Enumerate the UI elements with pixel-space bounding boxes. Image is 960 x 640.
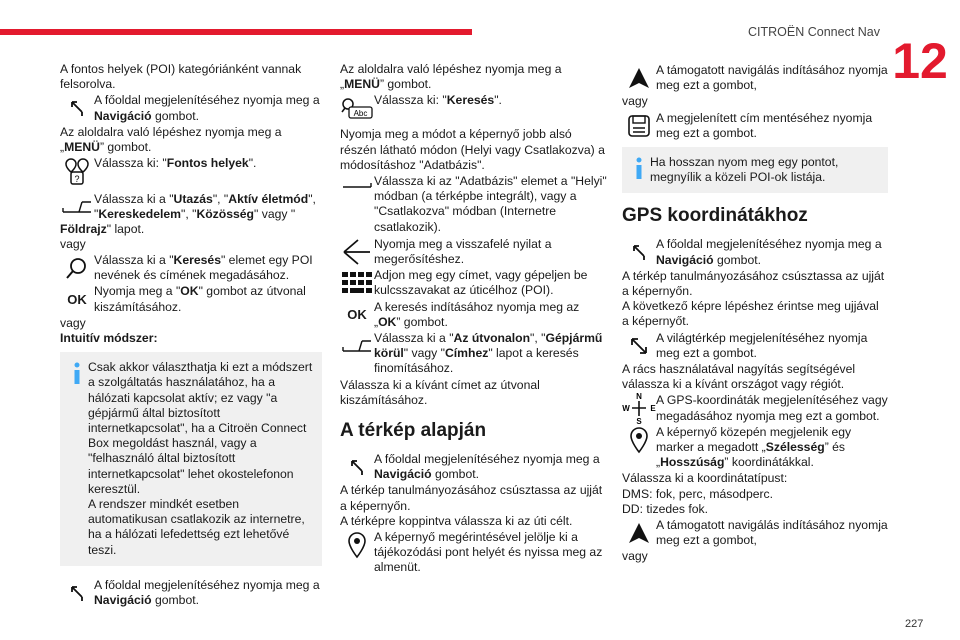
search-text-icon xyxy=(340,93,374,123)
ok-button-icon: OK xyxy=(347,307,367,323)
tab-icon xyxy=(340,174,374,204)
instruction-marker: A képernyő megérintésével jelölje ki a tájékozódási pont helyét és nyissa meg az almenüt. xyxy=(340,530,608,576)
instruction-marker: A képernyő közepén megjelenik egy marker a megadott „Szélesség” és „Hosszúság” koordinátákkal. xyxy=(622,425,888,471)
instruction-ok: OK Nyomja meg a "OK" gombot az útvonal kiszámításához. xyxy=(60,284,322,314)
paragraph: vagy xyxy=(60,236,86,251)
instruction-guided-navigation: A támogatott navigálás indításához nyomja meg ezt a gombot, xyxy=(622,63,888,93)
info-box: Ha hosszan nyom meg egy pontot, megnyílik a közeli POI-ok listája. xyxy=(622,147,888,193)
tab-icon xyxy=(340,331,374,361)
column-1: A fontos helyek (POI) kategóriánként vannak felsorolva. A főoldal megjelenítéséhez nyomja meg a Navigáció gombot. Az aloldalra való lépéshez nyomja meg a „MENÜ” gombot. ? Válassza ki: "Fontos helyek". Válassza ki a "Utazás", "Aktív életmód", "Kereskedelem", "Közösség" vagy " Földrajz" lapot. vagy Válassza ki a "Keresés" elemet egy POI nevének és címének megadásához. OK Nyomja meg a "OK" gombot az útvonal kiszámításához. vagy Intuitív módszer: Csak akkor választhatja ki ezt a módszert a szolgáltatás használatához, ha a hálózati kapcsolat aktív; ez vagy "a gépjármű által biztosított internetkapcsolat", ha a Citroën Connect Box megoldást használ, vagy a "felhasználó által biztosított internetkapcsolat" lehet okostelefonon keresztül. A rendszer mindkét esetben automatikusan csatlakozik az internetre, ha a hálózati lefedettség ezt lehetővé teszi. A főoldal megjelenítéséhez nyomja meg a Navigáció gombot. xyxy=(60,62,322,609)
instruction-navigation: A főoldal megjelenítéséhez nyomja meg a Navigáció gombot. xyxy=(60,93,322,123)
instruction-search: Válassza ki a "Keresés" elemet egy POI nevének és címének megadásához. xyxy=(60,253,322,283)
info-box: Csak akkor választhatja ki ezt a módszert a szolgáltatás használatához, ha a hálózati kapcsolat aktív; ez vagy "a gépjármű által biztosított internetkapcsolat", ha a Citroën Connect Box megoldást használ, vagy a "felhasználó által biztosított internetkapcsolat" lehet okostelefonon keresztül. A rendszer mindkét esetben automatikusan csatlakozik az internetre, ha a hálózati lefedettség ezt lehetővé teszi. xyxy=(60,352,322,566)
svg-text:S: S xyxy=(636,417,642,426)
svg-text:N: N xyxy=(636,392,642,402)
section-heading: A térkép alapján xyxy=(340,420,487,442)
instruction-save: A megjelenített cím mentéséhez nyomja meg ezt a gombot. xyxy=(622,111,888,141)
keyboard-icon xyxy=(340,268,374,298)
svg-text:Abc: Abc xyxy=(353,109,368,119)
top-accent-bar xyxy=(0,29,472,35)
map-marker-icon xyxy=(340,530,374,560)
paragraph: Az aloldalra való lépéshez nyomja meg a „MENÜ” gombot. xyxy=(60,124,282,155)
instruction-poi: ? Válassza ki: "Fontos helyek". xyxy=(60,156,322,186)
zoom-out-arrows-icon xyxy=(622,331,656,361)
instruction-navigation: A főoldal megjelenítéséhez nyomja meg a Navigáció gombot. xyxy=(60,578,322,608)
map-marker-icon xyxy=(622,425,656,455)
instruction-ok: OK A keresés indításához nyomja meg az „OK” gombot. xyxy=(340,300,608,330)
chapter-number: 12 xyxy=(892,33,948,89)
navigation-arrow-icon xyxy=(60,93,94,123)
instruction-tabs: Válassza ki a "Utazás", "Aktív életmód", "Kereskedelem", "Közösség" vagy " xyxy=(60,192,322,222)
instruction-guided-navigation: A támogatott navigálás indításához nyomja meg ezt a gombot, xyxy=(622,518,888,548)
back-arrow-icon xyxy=(340,237,374,267)
svg-text:W: W xyxy=(622,404,630,414)
svg-text:E: E xyxy=(650,404,656,414)
subheading: Intuitív módszer: xyxy=(60,331,158,346)
compass-icon xyxy=(622,392,656,426)
section-heading: GPS koordinátákhoz xyxy=(622,205,808,227)
search-icon xyxy=(60,253,94,283)
navigation-triangle-icon xyxy=(622,518,656,548)
info-icon xyxy=(628,155,650,185)
instruction-keyboard: Adjon meg egy címet, vagy gépeljen be kulcsszavakat az úticélhoz (POI). xyxy=(340,268,608,298)
instruction-navigation: A főoldal megjelenítéséhez nyomja meg a Navigáció gombot. xyxy=(340,452,608,482)
navigation-arrow-icon xyxy=(60,578,94,608)
instruction-back: Nyomja meg a visszafelé nyilat a megerősítéshez. xyxy=(340,237,608,267)
navigation-arrow-icon xyxy=(622,237,656,267)
instruction-tabs: Válassza ki a "Az útvonalon", "Gépjármű körül" vagy "Címhez" lapot a keresés finomításához. xyxy=(340,331,608,377)
navigation-arrow-icon xyxy=(340,452,374,482)
paragraph: A fontos helyek (POI) kategóriánként vannak felsorolva. xyxy=(60,62,302,92)
poi-icon xyxy=(60,156,94,186)
svg-text:?: ? xyxy=(74,174,80,185)
instruction-search: Abc Válassza ki: "Keresés". xyxy=(340,93,608,123)
column-3: A támogatott navigálás indításához nyomja meg ezt a gombot, vagy A megjelenített cím mentéséhez nyomja meg ezt a gombot. Ha hosszan nyom meg egy pontot, megnyílik a közeli POI-ok listája. GPS koordinátákhoz A főoldal megjelenítéséhez nyomja meg a Navigáció gombot. A térkép tanulmányozásához csúsztassa az ujját a képernyőn. A következő képre lépéshez érintse meg ujjával a képernyőt. A világtérkép megjelenítéséhez nyomja meg ezt a gombot. A rács használatával nagyítás segítségével válassza ki a kívánt országot vagy régiót. N S W E A GPS-koordináták megjelenítéséhez vagy megadásához nyomja meg ezt a gombot. A képernyő közepén megjelenik egy marker a megadott „Szélesség” és „Hosszúság” koordinátákkal. Válassza ki a koordinátatípust: DMS: fok, perc, másodperc. DD: tizedes fok. A támogatott navigálás indításához nyomja meg ezt a gombot, vagy xyxy=(622,63,888,564)
ok-button-icon: OK xyxy=(67,291,87,307)
column-2: Az aloldalra való lépéshez nyomja meg a „MENÜ” gombot. Abc Válassza ki: "Keresés". Nyomja meg a módot a képernyő jobb alsó részén látható módon (Helyi vagy Csatlakozva) a módosításhoz "Adatbázis". Válassza ki az "Adatbázis" elemet a "Helyi" módban (a térképbe integrált), vagy a "Csatlakozva" módban (Internetre csatlakozik). Nyomja meg a visszafelé nyilat a megerősítéshez. Adjon meg egy címet, vagy gépeljen be kulcsszavakat az úticélhoz (POI). OK A keresés indításához nyomja meg az „OK” gombot. Válassza ki a "Az útvonalon", "Gépjármű körül" vagy "Címhez" lapot a keresés finomításához. Válassza ki a kívánt címet az útvonal kiszámításához. A térkép alapján A főoldal megjelenítéséhez nyomja meg a Navigáció gombot. A térkép tanulmányozásához csúsztassa az ujját a képernyőn. A térképre koppintva válassza ki az úti célt. A képernyő megérintésével jelölje ki a tájékozódási pont helyét és nyissa meg az almenüt. xyxy=(340,62,607,575)
instruction-navigation: A főoldal megjelenítéséhez nyomja meg a Navigáció gombot. xyxy=(622,237,888,267)
instruction-gps: N S W E A GPS-koordináták megjelenítéséhez vagy megadásához nyomja meg ezt a gombot. xyxy=(622,392,888,426)
instruction-world-map: A világtérkép megjelenítéséhez nyomja meg ezt a gombot. xyxy=(622,331,888,361)
page-header-title: CITROËN Connect Nav xyxy=(748,25,880,39)
tab-icon xyxy=(60,192,94,222)
navigation-triangle-icon xyxy=(622,63,656,93)
save-icon xyxy=(622,111,656,141)
instruction-database: Válassza ki az "Adatbázis" elemet a "Helyi" módban (a térképbe integrált), vagy a "Csatlakozva" módban (Internetre csatlakozik). xyxy=(340,174,608,235)
page-number: 227 xyxy=(905,618,924,630)
